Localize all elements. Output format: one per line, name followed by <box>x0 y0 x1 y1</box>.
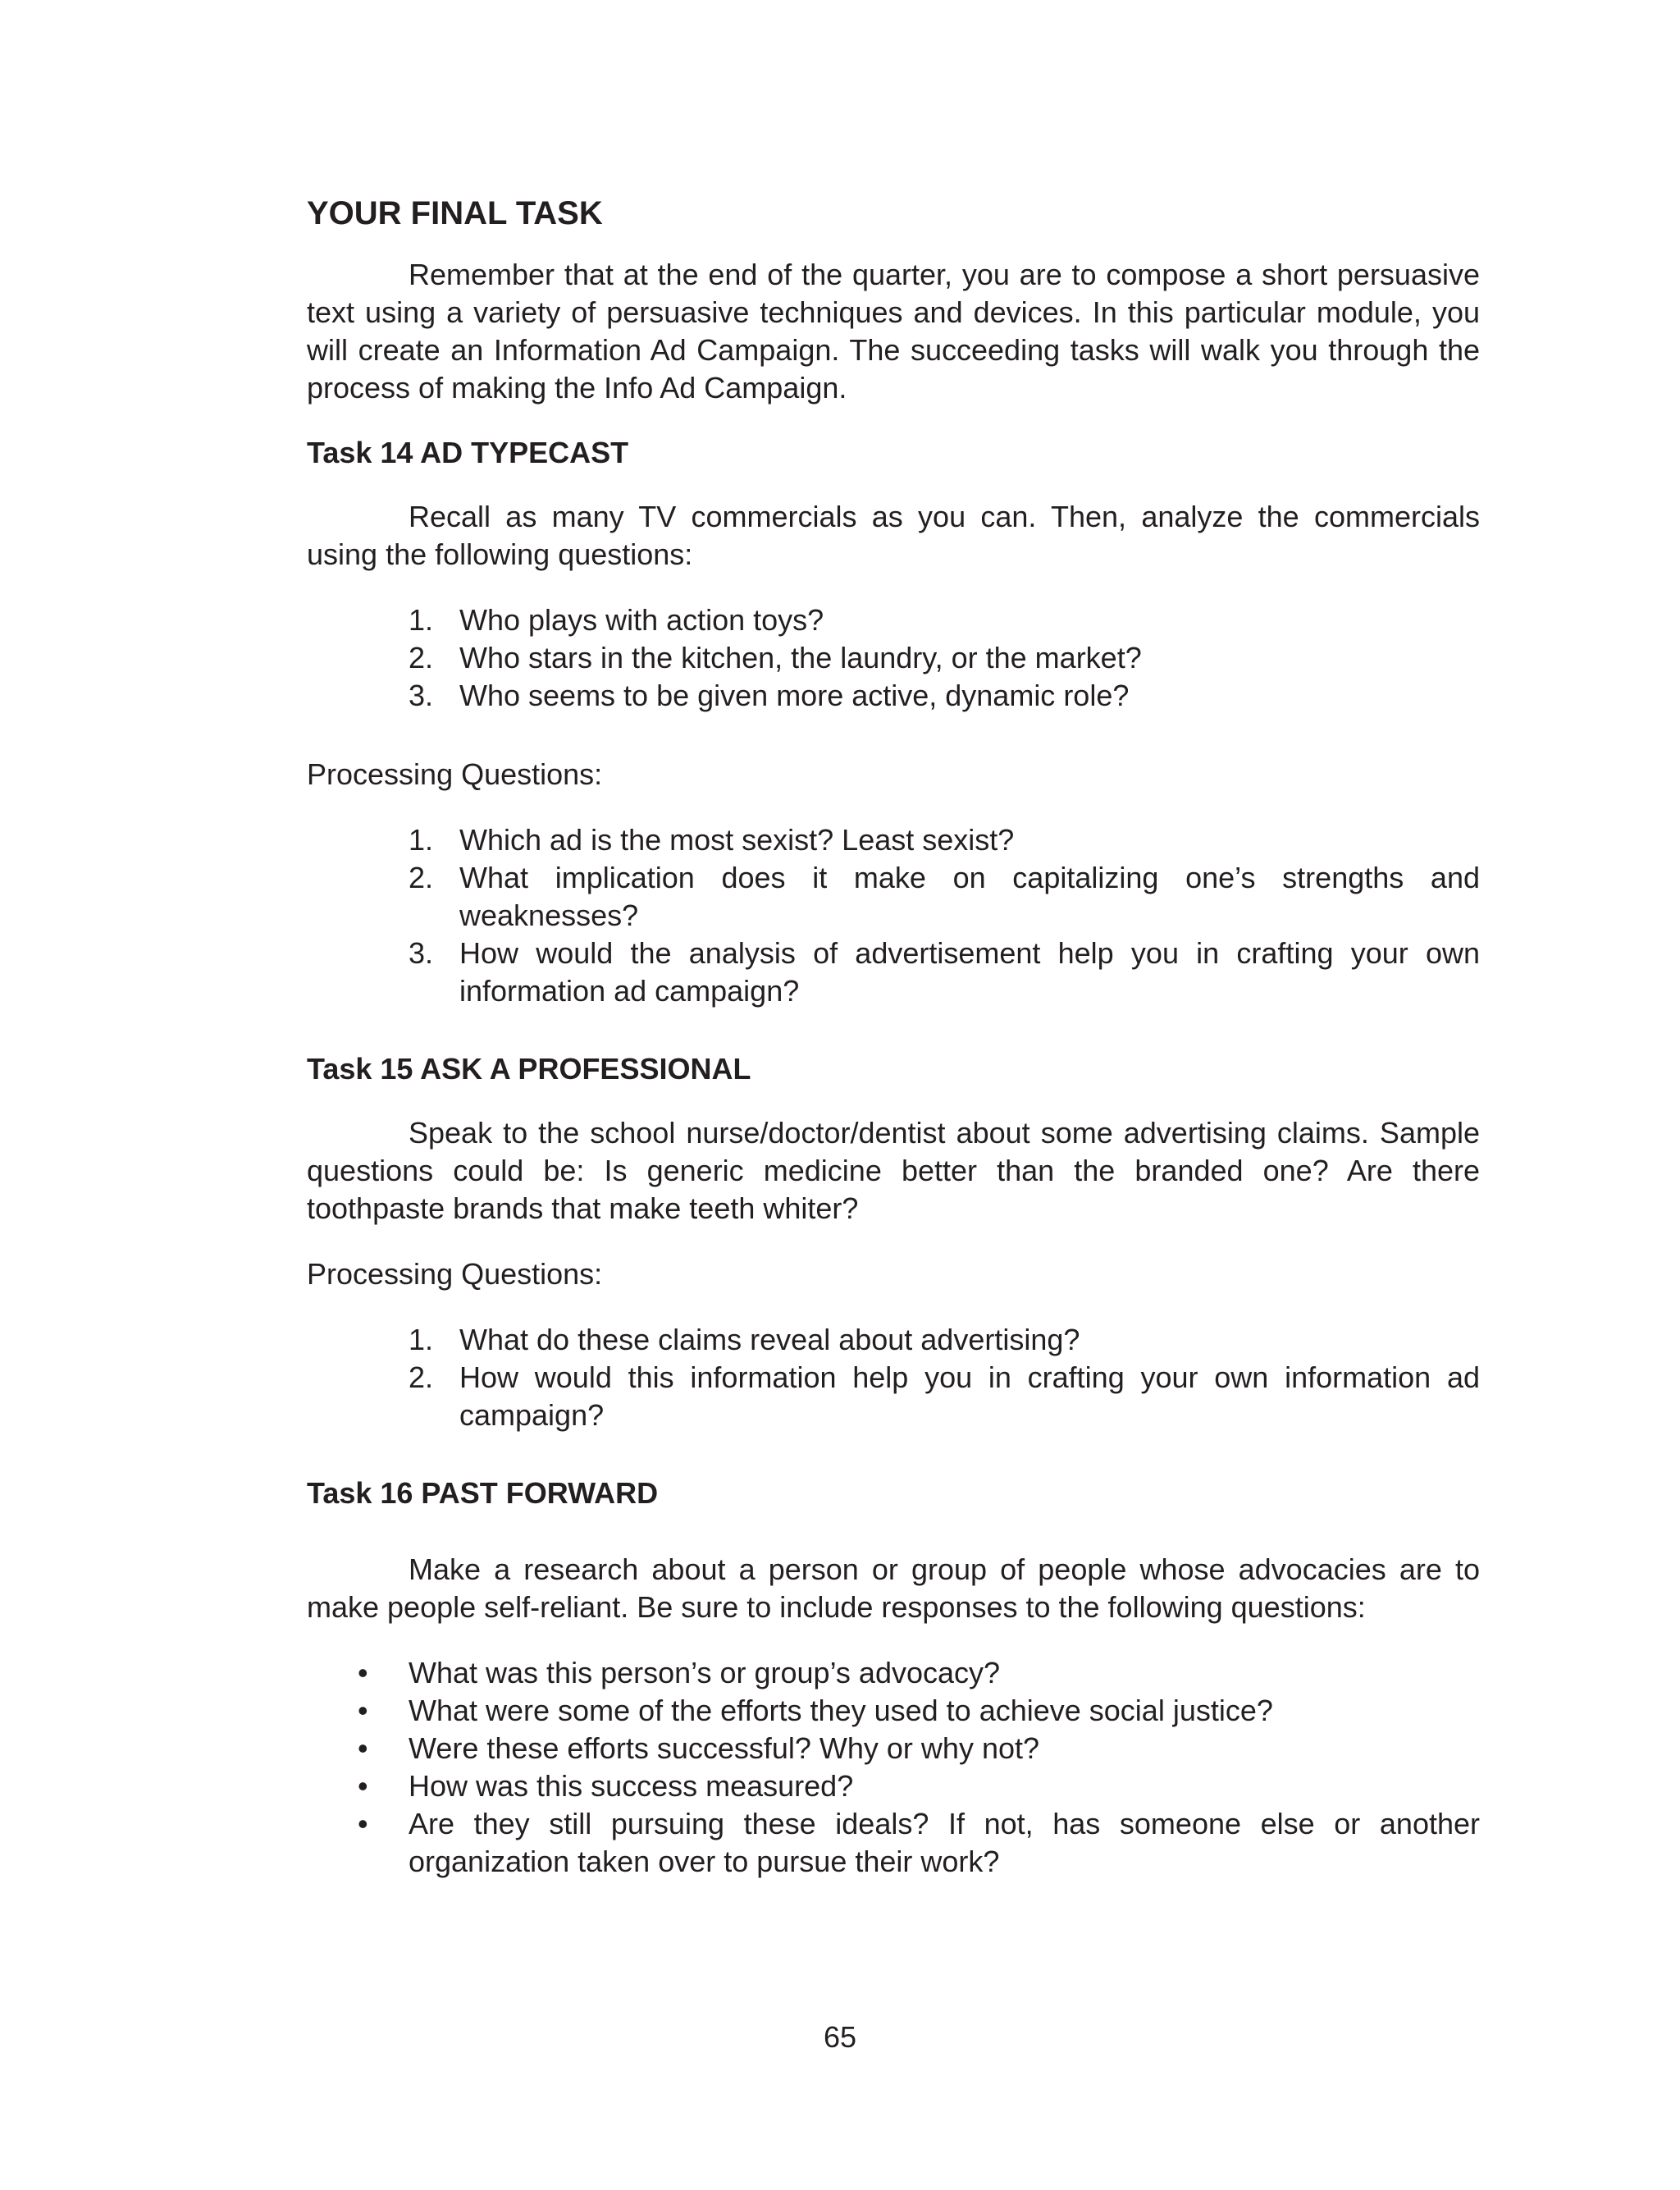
list-item: 2. What implication does it make on capitalizing one’s strengths and weaknesses? <box>409 861 1480 933</box>
task15-intro: Speak to the school nurse/doctor/dentist about some advertising claims. Sample questions could be: Is generic medicine better than the branded one? Are there toothpaste brands that make teeth whiter? <box>307 1116 1480 1226</box>
list-item: • Were these efforts successful? Why or why not? <box>358 1731 1040 1765</box>
task16-questions <box>307 1654 1480 1881</box>
task16-intro: Make a research about a person or group of people whose advocacies are to make people self-reliant. Be sure to include responses to the following questions: <box>307 1552 1480 1624</box>
list-item: 3. Who seems to be given more active, dynamic role? <box>409 679 1130 713</box>
task14-processing-label: Processing Questions: <box>307 757 603 792</box>
list-item: 2. Who stars in the kitchen, the laundry, or the market? <box>409 641 1142 675</box>
list-item: 1. Which ad is the most sexist? Least sexist? <box>409 823 1015 857</box>
task14-processing-questions <box>307 821 1480 1010</box>
task15-title: Task 15 ASK A PROFESSIONAL <box>307 1052 751 1086</box>
list-item: • Are they still pursuing these ideals? If not, has someone else or another organization taken over to pursue their work? <box>358 1806 1480 1878</box>
final-task-intro: Remember that at the end of the quarter, you are to compose a short persuasive text using a variety of persuasive techniques and devices. In this particular module, you will create an Information Ad Campaign. The succeeding tasks will walk you through the process of making the Info Ad Campaign. <box>307 258 1480 405</box>
list-item: 1. Who plays with action toys? <box>409 603 824 638</box>
task14-intro: Recall as many TV commercials as you can. Then, analyze the commercials using the following questions: <box>307 500 1480 572</box>
page-number: 65 <box>823 2020 857 2054</box>
final-task-title: YOUR FINAL TASK <box>307 195 603 231</box>
task14-questions <box>307 601 1480 715</box>
page-content <box>307 194 1480 1881</box>
task15-processing-questions <box>307 1321 1480 1434</box>
list-item: • How was this success measured? <box>358 1768 854 1803</box>
list-item: • What was this person’s or group’s advocacy? <box>358 1655 1001 1689</box>
task14-title: Task 14 AD TYPECAST <box>307 436 629 469</box>
task16-title: Task 16 PAST FORWARD <box>307 1476 659 1511</box>
list-item: • What were some of the efforts they used to achieve social justice? <box>358 1693 1273 1727</box>
list-item: 2. How would this information help you in crafting your own information ad campaign? <box>409 1360 1480 1433</box>
list-item: 3. How would the analysis of advertisement help you in crafting your own information ad campaign? <box>409 936 1480 1008</box>
task15-processing-label: Processing Questions: <box>307 1257 603 1292</box>
list-item: 1. What do these claims reveal about advertising? <box>409 1323 1080 1357</box>
